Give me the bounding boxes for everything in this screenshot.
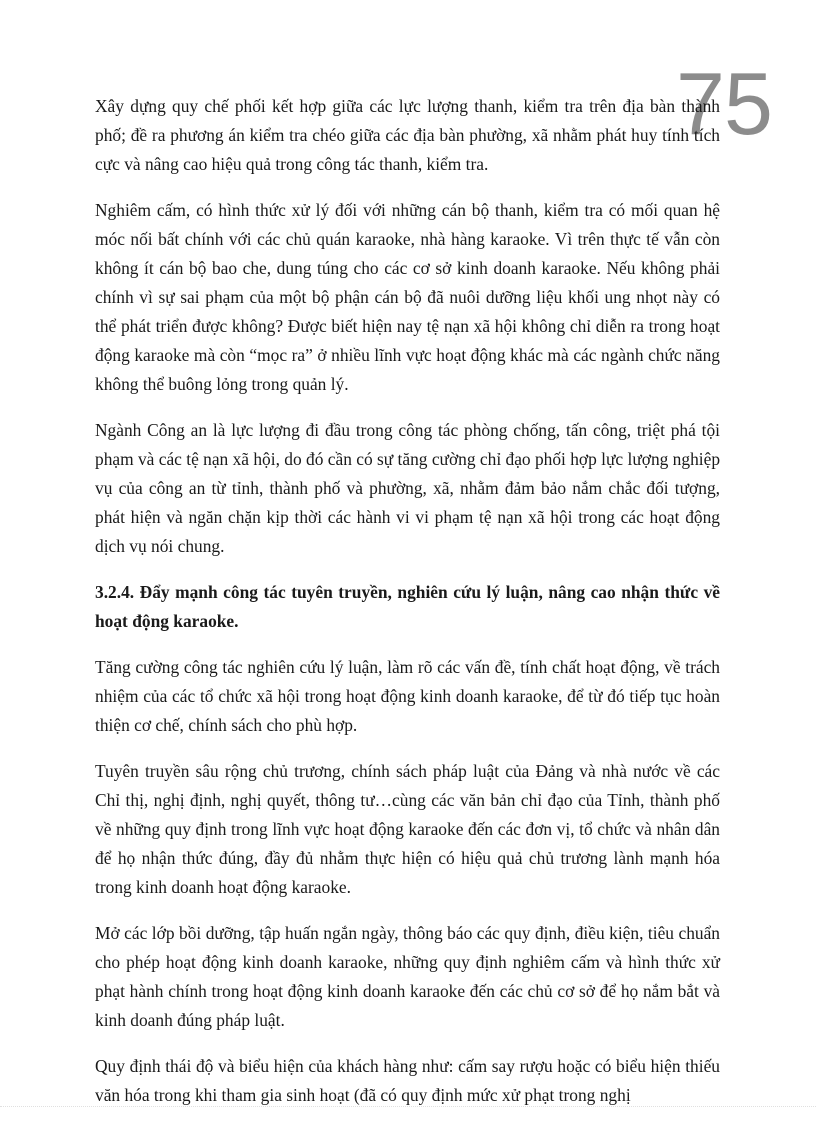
paragraph-propaganda: Tuyên truyền sâu rộng chủ trương, chính sách pháp luật của Đảng và nhà nước về các Chỉ thị, nghị định, nghị quyết, thông tư…cùng các văn bản chỉ đạo của Tỉnh, thành phố về những quy định trong lĩnh vực hoạt động karaoke đến các đơn vị, tổ chức và nhân dân để họ nhận thức đúng, đầy đủ nhằm thực hiện có hiệu quả chủ trương lành mạnh hóa trong kinh doanh hoạt động karaoke. [95, 761, 720, 897]
paragraph-customer-rules: Quy định thái độ và biểu hiện của khách hàng như: cấm say rượu hoặc có biểu hiện thiếu văn hóa trong khi tham gia sinh hoạt (đã có quy định mức xử phạt trong nghị [95, 1056, 720, 1105]
paragraph-prohibition: Nghiêm cấm, có hình thức xử lý đối với những cán bộ thanh, kiểm tra có mối quan hệ móc nối bất chính với các chủ quán karaoke, nhà hàng karaoke. Vì trên thực tế vẫn còn không ít cán bộ bao che, dung túng cho các cơ sở kinh doanh karaoke. Nếu không phải chính vì sự sai phạm của một bộ phận cán bộ đã nuôi dưỡng liệu khối ung nhọt này có thể phát triển được không? Được biết hiện nay tệ nạn xã hội không chỉ diễn ra trong hoạt động karaoke mà còn “mọc ra” ở nhiều lĩnh vực hoạt động khác mà các ngành chức năng không thể buông lỏng trong quản lý. [95, 200, 720, 394]
paragraph-research: Tăng cường công tác nghiên cứu lý luận, làm rõ các vấn đề, tính chất hoạt động, về trách nhiệm của các tổ chức xã hội trong hoạt động kinh doanh karaoke, để từ đó tiếp tục hoàn thiện cơ chế, chính sách cho phù hợp. [95, 657, 720, 735]
paragraph-coordination: Xây dựng quy chế phối kết hợp giữa các lực lượng thanh, kiểm tra trên địa bàn thành phố; đề ra phương án kiểm tra chéo giữa các địa bàn phường, xã nhằm phát huy tính tích cực và nâng cao hiệu quả trong công tác thanh, kiểm tra. [95, 96, 720, 174]
paragraph-training: Mở các lớp bồi dưỡng, tập huấn ngắn ngày, thông báo các quy định, điều kiện, tiêu chuẩn cho phép hoạt động kinh doanh karaoke, những quy định nghiêm cấm và hình thức xử phạt hành chính trong hoạt động kinh doanh karaoke đến các chủ cơ sở để họ nắm bắt và kinh doanh đúng pháp luật. [95, 923, 720, 1030]
paragraph-police: Ngành Công an là lực lượng đi đầu trong công tác phòng chống, tấn công, triệt phá tội phạm và các tệ nạn xã hội, do đó cần có sự tăng cường chỉ đạo phối hợp lực lượng nghiệp vụ của công an từ tỉnh, thành phố và phường, xã, nhằm đảm bảo nắm chắc đối tượng, phát hiện và ngăn chặn kịp thời các hành vi vi phạm tệ nạn xã hội trong các hoạt động dịch vụ nói chung. [95, 420, 721, 556]
section-heading: 3.2.4. Đẩy mạnh công tác tuyên truyền, nghiên cứu lý luận, nâng cao nhận thức về hoạt động karaoke. [95, 582, 720, 631]
page-bottom-divider [0, 1106, 816, 1107]
document-body [95, 92, 720, 1127]
page-number: 75 [676, 54, 772, 153]
